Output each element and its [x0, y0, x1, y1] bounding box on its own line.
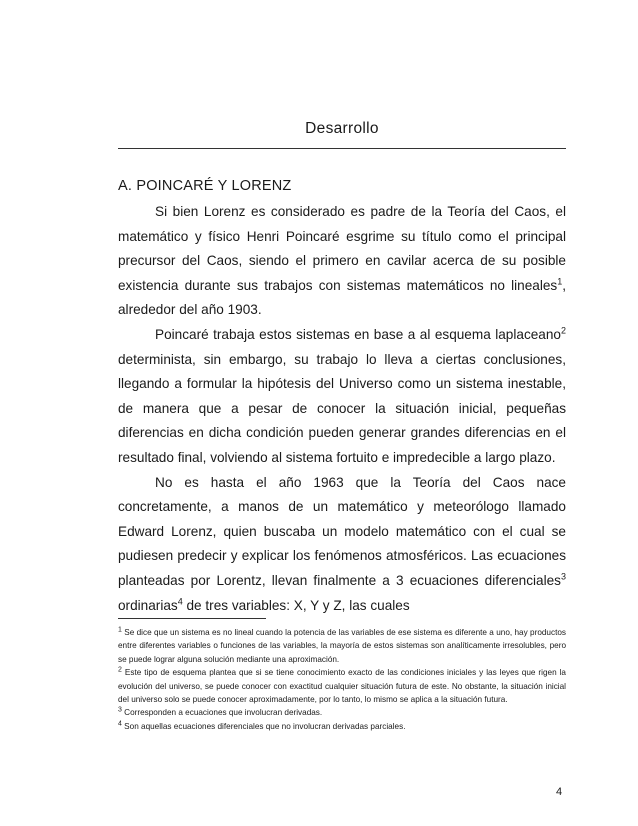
footnote-text: Corresponden a ecuaciones que involucran derivadas.: [121, 708, 323, 718]
footnote-4: [118, 720, 566, 733]
body-text: [118, 200, 566, 618]
footnote-divider: [118, 618, 266, 619]
footnote-ref: 3: [560, 571, 566, 582]
footnote-number: 1: [118, 626, 122, 634]
footnote-ref: 4: [177, 595, 183, 606]
title-divider: [118, 148, 566, 149]
footnote-text: Se dice que un sistema es no lineal cuando la potencia de las variables de ese sistema es diferente a uno, hay productos entre diferentes variables o funciones de las variables, la mayoría de estos sistemas son analíticamente irresolubles, pero se puede lograr alguna solución mediante una aproximación.: [118, 628, 566, 664]
paragraph-text: , alrededor del año 1903.: [118, 277, 566, 318]
footnote-text: Son aquellas ecuaciones diferenciales que no involucran derivadas parciales.: [121, 721, 406, 731]
footnote-2: [118, 666, 566, 706]
paragraph-2: [118, 323, 566, 471]
paragraph-text: ordinarias: [118, 597, 178, 613]
footnote-ref: 2: [560, 325, 566, 336]
footnote-3: [118, 706, 566, 719]
footnote-number: 3: [118, 706, 122, 714]
section-title: Desarrollo: [305, 120, 379, 137]
footnote-text: Este tipo de esquema plantea que si se tiene conocimiento exacto de las condiciones iniciales y las leyes que rigen la evolución del universo, se puede conocer con exactitud cualquier situación futura de este. No obstante, la situación inicial del universo solo se puede conocer aproximadamente, por lo tanto, lo mismo se aplica a la situación futura.: [118, 668, 566, 705]
paragraph-text: Si bien Lorenz es considerado es padre de la Teoría del Caos, el matemático y físico Henri Poincaré esgrime su título como el principal precursor del Caos, siendo el primero en cavilar acerca de su posible existencia durante sus trabajos con sistemas matemáticos no lineales: [118, 204, 566, 293]
paragraph-text: determinista, sin embargo, su trabajo lo lleva a ciertas conclusiones, llegando a formular la hipótesis del Universo como un sistema inestable, de manera que a pesar de conocer la situación inicial, pequeñas diferencias en dicha condición pueden generar grandes diferencias en el resultado final, volviendo al sistema fortuito e impredecible a largo plazo.: [118, 351, 566, 465]
footnote-number: 2: [118, 666, 122, 674]
paragraph-1: [118, 200, 566, 323]
footnotes: [118, 626, 566, 733]
paragraph-text: de tres variables: X, Y y Z, las cuales: [182, 597, 410, 613]
footnote-ref: 1: [557, 276, 563, 287]
paragraph-text: Poincaré trabaja estos sistemas en base a al esquema laplaceano: [155, 326, 561, 342]
paragraph-3: [118, 471, 566, 619]
page-number: 4: [556, 786, 563, 798]
footnote-number: 4: [118, 720, 122, 728]
footnote-1: [118, 626, 566, 666]
section-subtitle: A. POINCARÉ Y LORENZ: [118, 178, 292, 194]
paragraph-text: No es hasta el año 1963 que la Teoría del Caos nace concretamente, a manos de un matemático y meteorólogo llamado Edward Lorenz, quien buscaba un modelo matemático con el cual se pudiesen predecir y explicar los fenómenos atmosféricos. Las ecuaciones planteadas por Lorentz, llevan finalmente a 3 ecuaciones diferenciales: [118, 474, 566, 588]
